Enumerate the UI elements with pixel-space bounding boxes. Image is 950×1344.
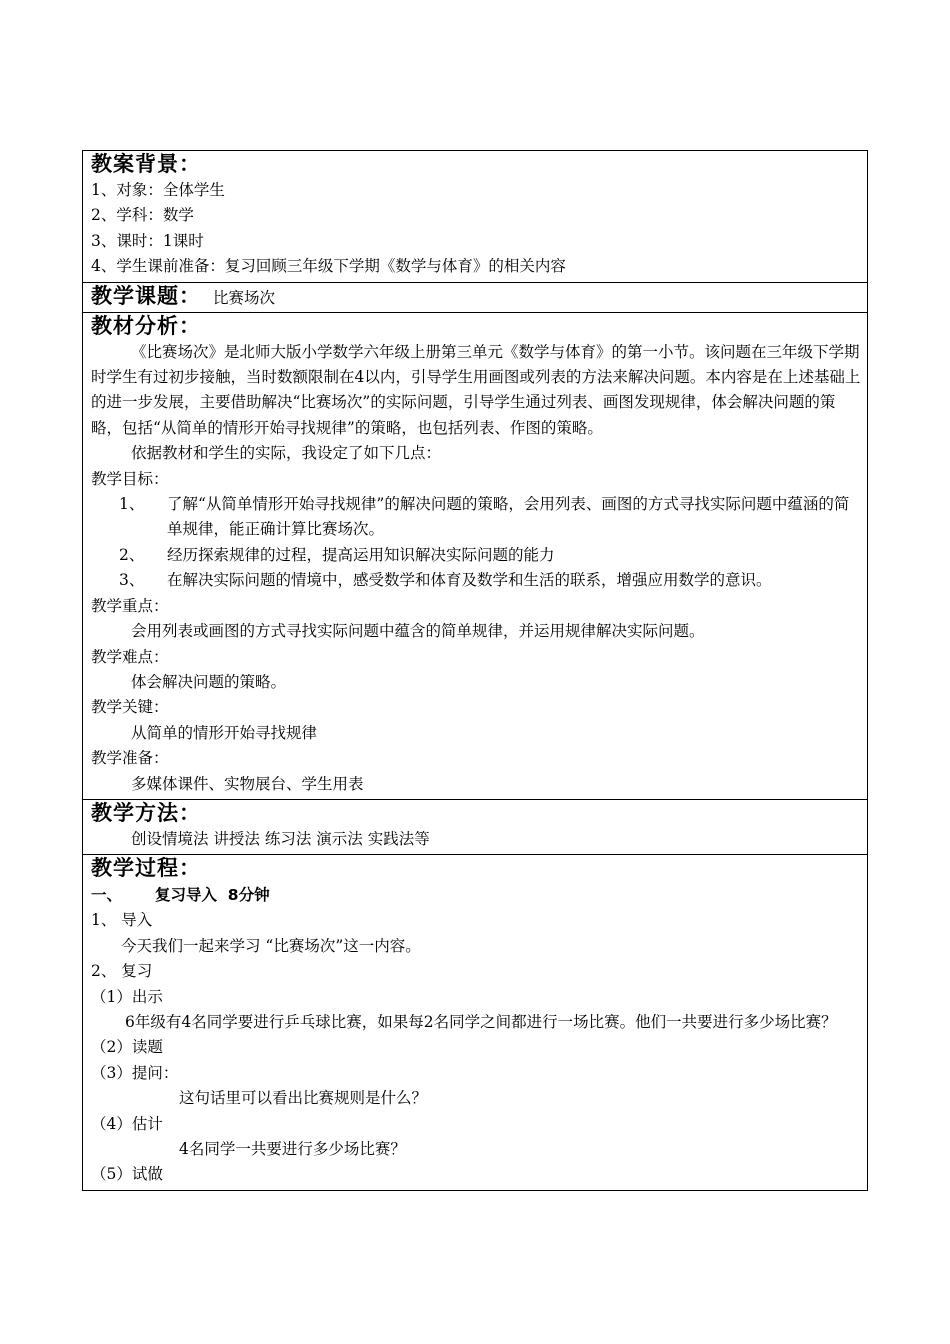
analysis-basis: 依据教材和学生的实际，我设定了如下几点： xyxy=(131,444,442,463)
goal-item xyxy=(91,568,861,593)
step-label: 1、 导入 xyxy=(91,911,153,930)
difficulty-label: 教学难点： xyxy=(91,647,169,666)
methods-text: 创设情境法 讲授法 练习法 演示法 实践法等 xyxy=(131,829,430,848)
analysis-heading: 教材分析： xyxy=(91,313,201,338)
substep-text: 6年级有4名同学要进行乒乓球比赛，如果每2名同学之间都进行一场比赛。他们一共要进行多少场比赛？ xyxy=(125,1012,837,1031)
crux-label: 教学关键： xyxy=(91,698,169,717)
goal-text: 了解“从简单情形开始寻找规律”的解决问题的策略，会用列表、画图的方式寻找实际问题中蕴涵的简单规律，能正确计算比赛场次。 xyxy=(167,495,850,539)
methods-section xyxy=(83,800,867,855)
step-text: 今天我们一起来学习 “比赛场次”这一内容。 xyxy=(121,936,421,955)
goal-text: 在解决实际问题的情境中，感受数学和体育及数学和生活的联系，增强应用数学的意识。 xyxy=(167,571,772,590)
goal-text: 经历探索规律的过程，提高运用知识解决实际问题的能力 xyxy=(167,545,555,564)
substep-label: （1）出示 xyxy=(91,987,163,1006)
methods-heading: 教学方法： xyxy=(91,800,201,825)
difficulty-text: 体会解决问题的策略。 xyxy=(131,672,287,691)
topic-value: 比赛场次 xyxy=(213,288,276,307)
substep-label: （4）估计 xyxy=(91,1114,163,1133)
prep-label: 教学准备： xyxy=(91,749,169,768)
part-number: 一、 xyxy=(91,886,123,905)
analysis-section xyxy=(83,313,867,800)
background-heading: 教案背景： xyxy=(91,152,201,176)
crux-text: 从简单的情形开始寻找规律 xyxy=(131,723,318,742)
part-title: 复习导入 8分钟 xyxy=(155,886,270,905)
analysis-paragraph: 《比赛场次》是北师大版小学数学六年级上册第三单元《数学与体育》的第一小节。该问题在三年级下学期时学生有过初步接触，当时数额限制在4以内，引导学生用画图或列表的方法来解决问题。本内容是在上述基础上的进一步发展，主要借助解决“比赛场次”的实际问题，引导学生通过列表、画图发现规律，体会解决问题的策略，包括“从简单的情形开始寻找规律”的策略，也包括列表、作图的策略。 xyxy=(91,342,861,437)
substep-label: （5）试做 xyxy=(91,1165,163,1184)
background-section xyxy=(83,151,867,283)
key-label: 教学重点： xyxy=(91,596,169,615)
substep-text: 4名同学一共要进行多少场比赛？ xyxy=(179,1140,406,1158)
process-heading: 教学过程： xyxy=(91,856,201,881)
background-item: 1、对象：全体学生 xyxy=(91,181,225,199)
goals-label: 教学目标： xyxy=(91,469,169,488)
background-item: 4、学生课前准备：复习回顾三年级下学期《数学与体育》的相关内容 xyxy=(91,257,566,276)
background-item: 3、课时：1课时 xyxy=(91,231,204,250)
goal-item xyxy=(91,543,861,568)
key-text: 会用列表或画图的方式寻找实际问题中蕴含的简单规律，并运用规律解决实际问题。 xyxy=(131,622,705,641)
goal-number: 3、 xyxy=(119,571,145,590)
substep-label: （3）提问： xyxy=(91,1063,179,1082)
substep-text: 这句话里可以看出比赛规则是什么？ xyxy=(179,1089,428,1108)
process-part-title xyxy=(91,882,861,908)
substep-label: （2）读题 xyxy=(91,1038,163,1057)
prep-text: 多媒体课件、实物展台、学生用表 xyxy=(131,774,364,793)
background-item: 2、学科：数学 xyxy=(91,206,194,225)
lesson-plan-table xyxy=(82,150,868,1191)
process-section xyxy=(83,855,867,1189)
topic-heading: 教学课题： xyxy=(91,283,201,308)
goal-item xyxy=(91,492,861,543)
goal-number: 1、 xyxy=(119,495,145,514)
step-label: 2、 复习 xyxy=(91,962,153,981)
topic-section xyxy=(83,283,867,313)
goal-number: 2、 xyxy=(119,545,145,564)
